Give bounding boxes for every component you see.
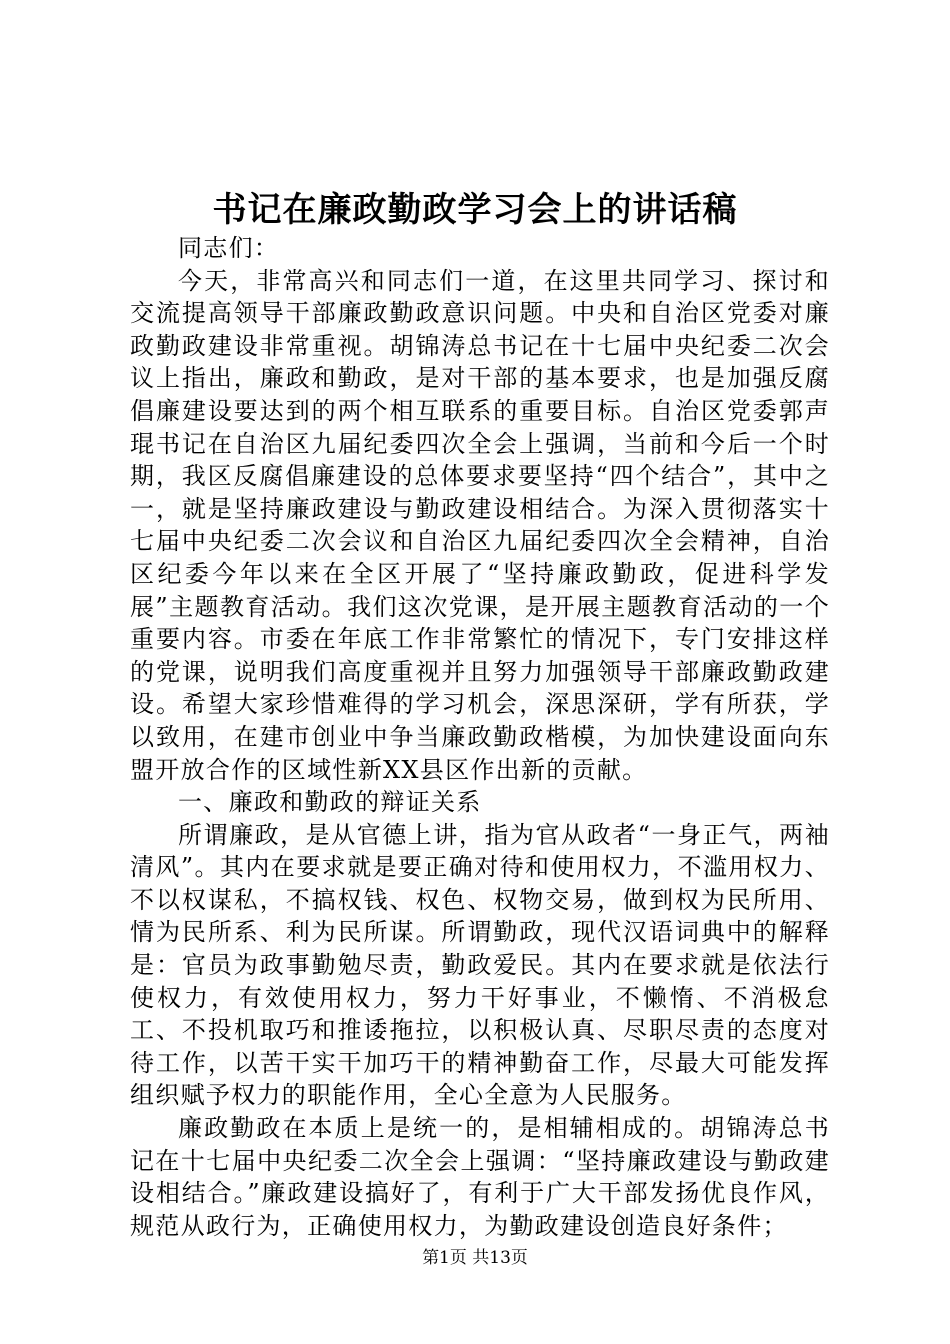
page-footer: 第1页 共13页 xyxy=(422,1248,528,1268)
section-heading: 一、廉政和勤政的辩证关系 xyxy=(178,788,482,817)
paragraph-intro: 今天，非常高兴和同志们一道，在这里共同学习、探讨和交流提高领导干部廉政勤政意识问题。中央和自治区党委对廉政勤政建设非常重视。胡锦涛总书记在十七届中央纪委二次会议上指出，廉政和勤政，是对干部的基本要求，也是加强反腐倡廉建设要达到的两个相互联系的重要目标。自治区党委郭声琨书记在自治区九届纪委四次全会上强调，当前和今后一个时期，我区反腐倡廉建设的总体要求要坚持“四个结合”，其中之一，就是坚持廉政建设与勤政建设相结合。为深入贯彻落实十七届中央纪委二次会议和自治区九届纪委四次全会精神，自治区纪委今年以来在全区开展了“坚持廉政勤政，促进科学发展”主题教育活动。我们这次党课，是开展主题教育活动的一个重要内容。市委在年底工作非常繁忙的情况下，专门安排这样的党课，说明我们高度重视并且努力加强领导干部廉政勤政建设。希望大家珍惜难得的学习机会，深思深研，学有所获，学以致用，在建市创业中争当廉政勤政楷模，为加快建设面向东盟开放合作的区域性新XX县区作出新的贡献。 xyxy=(130,266,830,784)
salutation: 同志们： xyxy=(178,234,280,262)
document-title: 书记在廉政勤政学习会上的讲话稿 xyxy=(212,190,738,230)
document-body xyxy=(130,232,830,1242)
paragraph-relation: 廉政勤政在本质上是统一的，是相辅相成的。胡锦涛总书记在十七届中央纪委二次全会上强调：“坚持廉政建设与勤政建设相结合。”廉政建设搞好了，有利于广大干部发扬优良作风，规范从政行为，正确使用权力，为勤政建设创造良好条件； xyxy=(130,1114,830,1240)
paragraph-definition: 所谓廉政，是从官德上讲，指为官从政者“一身正气，两袖清风”。其内在要求就是要正确对待和使用权力，不滥用权力、不以权谋私，不搞权钱、权色、权物交易，做到权为民所用、情为民所系、利为民所谋。所谓勤政，现代汉语词典中的解释是：官员为政事勤勉尽责，勤政爱民。其内在要求就是依法行使权力，有效使用权力，努力干好事业，不懒惰、不消极怠工、不投机取巧和推诿拖拉，以积极认真、尽职尽责的态度对待工作，以苦干实干加巧干的精神勤奋工作，尽最大可能发挥组织赋予权力的职能作用，全心全意为人民服务。 xyxy=(130,820,830,1110)
